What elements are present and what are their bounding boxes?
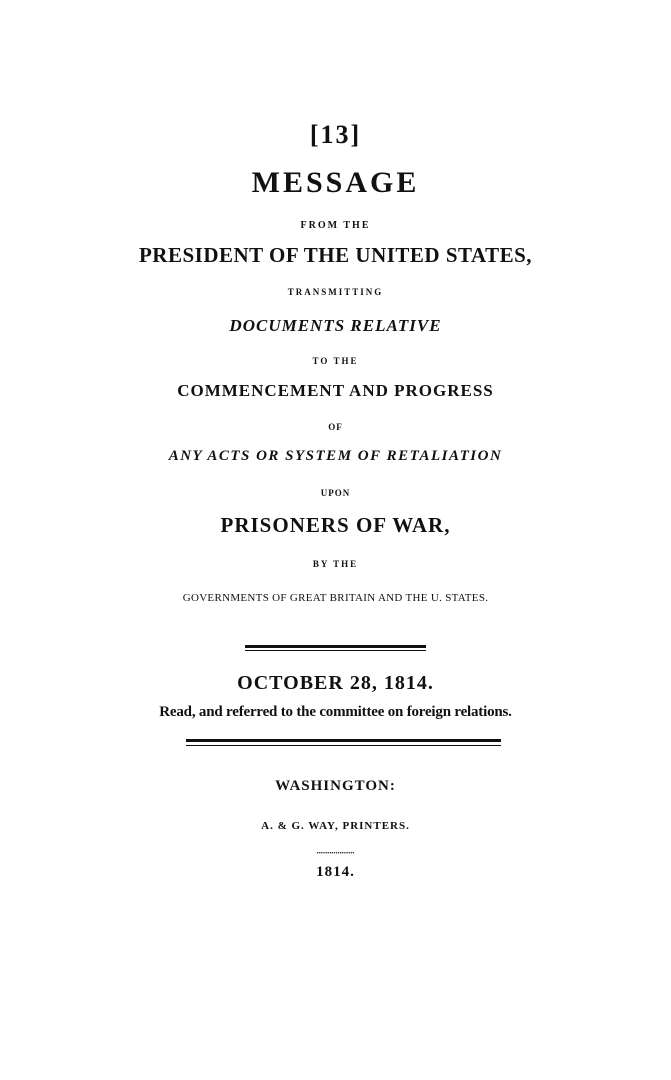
ornament-dots: ••••••••••••••••••: [316, 851, 355, 857]
document-title: MESSAGE: [251, 166, 420, 199]
date-line: OCTOBER 28, 1814.: [237, 672, 434, 694]
double-rule-top-a: [245, 645, 426, 648]
commencement-line: COMMENCEMENT AND PROGRESS: [177, 381, 494, 400]
document-number: [13]: [309, 120, 362, 149]
referral-line: Read, and referred to the committee on foreign relations.: [159, 704, 512, 720]
prisoners-line: PRISONERS OF WAR,: [220, 513, 451, 537]
upon-line: UPON: [320, 488, 351, 498]
of-line: OF: [328, 422, 343, 432]
printers-line: A. & G. WAY, PRINTERS.: [261, 820, 410, 832]
by-the-line: BY THE: [312, 559, 359, 569]
place-line: WASHINGTON:: [275, 778, 396, 794]
acts-line: ANY ACTS OR SYSTEM OF RETALIATION: [168, 448, 503, 464]
year-line: 1814.: [316, 864, 355, 880]
governments-line: GOVERNMENTS OF GREAT BRITAIN AND THE U. STATES.: [182, 592, 489, 604]
president-line: PRESIDENT OF THE UNITED STATES,: [138, 243, 533, 267]
to-the-line: TO THE: [312, 356, 359, 366]
transmitting-line: TRANSMITTING: [287, 287, 384, 297]
double-rule-top-b: [245, 650, 426, 651]
double-rule-bottom-b: [186, 745, 501, 746]
from-the-line: FROM THE: [300, 220, 371, 231]
documents-relative-line: DOCUMENTS RELATIVE: [229, 316, 442, 335]
double-rule-bottom-a: [186, 739, 501, 742]
